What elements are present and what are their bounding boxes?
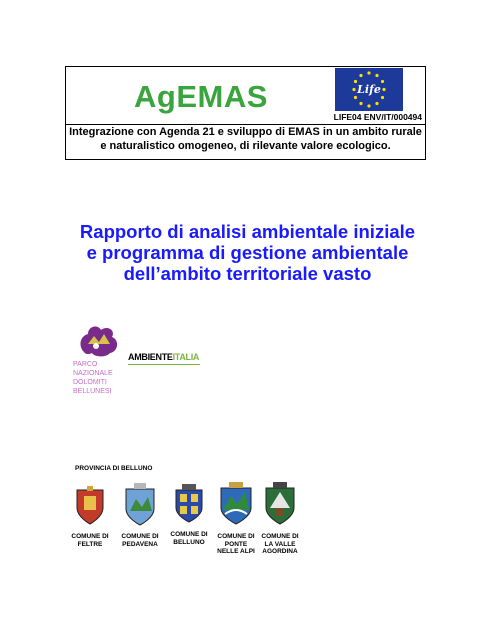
comune-ponte-line-1: COMUNE DI: [217, 533, 255, 540]
comune-belluno-line-1: COMUNE DI: [170, 531, 208, 538]
comune-ponte-line-2: PONTE: [224, 540, 248, 548]
comune-feltre-line-2: FELTRE: [77, 540, 103, 548]
subtitle-line-2: e naturalistico omogeneo, di rilevante valore ecologico.: [100, 140, 391, 152]
comune-label-belluno: [164, 531, 214, 546]
belluno-crest-icon: [172, 482, 206, 524]
title-line-3: dell’ambito territoriale vasto: [123, 263, 372, 284]
comune-ponte-line-3: NELLE ALPI: [217, 548, 255, 555]
comune-belluno-line-2: BELLUNO: [173, 538, 205, 546]
ambiente-accent-text: ITALIA: [172, 352, 200, 362]
agemas-logo: AgEMAS: [134, 79, 268, 114]
comune-label-feltre: [65, 533, 115, 548]
comune-lavalle-line-3: AGORDINA: [262, 548, 298, 555]
header-top-row: [66, 67, 425, 125]
ambienteitalia-logo: [128, 352, 200, 367]
subtitle-line-1: Integrazione con Agenda 21 e sviluppo di EMAS in un ambito rurale: [69, 126, 422, 138]
comune-pedavena-line-2: PEDAVENA: [122, 540, 158, 548]
parco-line-3: DOLOMITI: [73, 379, 107, 386]
feltre-crest-icon: [73, 484, 107, 526]
comune-label-ponte-nelle-alpi: [211, 533, 261, 556]
comune-lavalle-line-2: LA VALLE: [264, 540, 296, 548]
comune-feltre-line-1: COMUNE DI: [71, 533, 109, 540]
comune-label-pedavena: [115, 533, 165, 548]
parco-logo-icon: [74, 322, 122, 358]
title-line-1: Rapporto di analisi ambientale iniziale: [79, 221, 416, 242]
provincia-label: PROVINCIA DI BELLUNO: [75, 465, 153, 472]
report-title: [40, 221, 455, 284]
parco-line-2: NAZIONALE: [73, 370, 113, 377]
parco-line-1: PARCO: [73, 361, 98, 368]
parco-nazionale-label: [73, 360, 123, 396]
comune-pedavena-line-1: COMUNE DI: [121, 533, 159, 540]
project-subtitle: [66, 125, 425, 153]
eu-life-logo: [335, 68, 403, 111]
comune-label-la-valle-agordina: [255, 533, 305, 556]
ponte-nelle-alpi-crest-icon: [217, 480, 255, 526]
comune-lavalle-line-1: COMUNE DI: [261, 533, 299, 540]
project-header-box: [65, 66, 426, 160]
life-logo-text: Life: [357, 83, 381, 96]
project-code: LIFE04 ENV/IT/000494: [333, 112, 422, 122]
eu-stars-icon: [335, 68, 403, 111]
parco-line-4: BELLUNESI: [73, 388, 112, 395]
title-line-2: e programma di gestione ambientale: [86, 242, 409, 263]
ambiente-underline-icon: [128, 363, 200, 367]
ambiente-main-text: AMBIENTE: [128, 352, 173, 362]
la-valle-agordina-crest-icon: [262, 480, 298, 526]
pedavena-crest-icon: [122, 481, 158, 527]
